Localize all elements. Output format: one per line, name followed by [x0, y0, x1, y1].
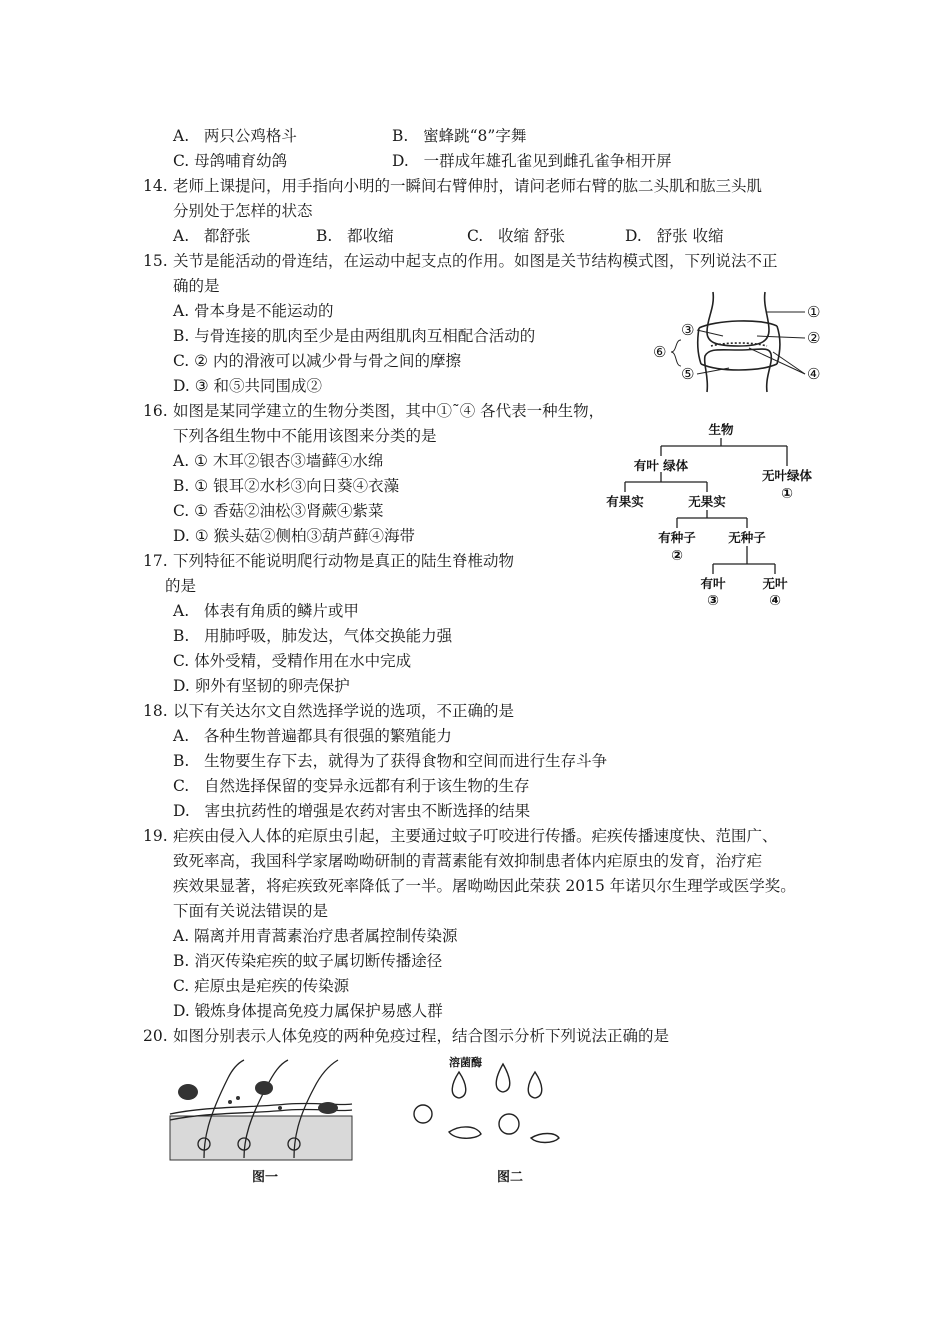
bacteria-2 — [499, 1114, 519, 1134]
lysed-bacteria-1 — [449, 1127, 481, 1138]
q15-number: 15. — [143, 252, 168, 270]
tree-without-fruit: 无果实 — [688, 494, 726, 509]
q15-option-d: D. ③ 和⑤共同围成② — [173, 377, 323, 395]
q19-stem-line3: 疾效果显著，将疟疾致死率降低了一半。屠呦呦因此荣获 2015 年诺贝尔生理学或医学奖。 — [173, 877, 796, 895]
figure-2-caption: 图二 — [497, 1170, 524, 1185]
q16-option-b: B. ① 银耳②水杉③向日葵④衣藻 — [173, 477, 400, 495]
immune-figure-2 — [405, 1054, 585, 1150]
tree-root: 生物 — [708, 422, 734, 437]
tree-num-1: ① — [781, 486, 793, 502]
q17-stem-line1: 下列特征不能说明爬行动物是真正的陆生脊椎动物 — [173, 552, 515, 570]
upper-bone-outline — [707, 292, 769, 346]
q15-option-b: B. 与骨连接的肌肉至少是由两组肌肉互相配合活动的 — [173, 327, 536, 345]
q16-number: 16. — [143, 402, 168, 420]
q18-stem: 以下有关达尔文自然选择学说的选项，不正确的是 — [173, 702, 515, 720]
lysozyme-drop-1 — [452, 1072, 466, 1098]
joint-capsule-right — [777, 326, 780, 364]
joint-label-5: ⑤ — [681, 365, 695, 383]
q19-number: 19. — [143, 827, 168, 845]
lysozyme-label: 溶菌酶 — [449, 1056, 482, 1069]
q15-option-a: A. 骨本身是不能运动的 — [173, 302, 334, 320]
q15-stem-line1: 关节是能活动的骨连结，在运动中起支点的作用。如图是关节结构模式图，下列说法不正 — [173, 252, 778, 270]
germ-3 — [318, 1102, 338, 1114]
lysozyme-drop-3 — [528, 1072, 542, 1098]
q17-stem-line2: 的是 — [165, 577, 197, 595]
tree-with-fruit: 有果实 — [606, 494, 644, 509]
q17-option-d: D. 卵外有坚韧的卵壳保护 — [173, 677, 350, 695]
joint-capsule-left — [698, 328, 701, 364]
q16-option-d: D. ① 猴头菇②侧柏③葫芦藓④海带 — [173, 527, 416, 545]
tree-with-leaf: 有叶 — [700, 576, 726, 591]
joint-label-2: ② — [807, 329, 821, 347]
tree-without-seed: 无种子 — [728, 530, 766, 545]
q20-number: 20. — [143, 1027, 168, 1045]
q17-number: 17. — [143, 552, 168, 570]
joint-capsule-top — [699, 321, 777, 328]
tree-with-seed: 有种子 — [658, 530, 696, 545]
q19-stem-line1: 疟疾由侵入人体的疟原虫引起，主要通过蚊子叮咬进行传播。疟疾传播速度快、范围广、 — [173, 827, 778, 845]
q14-stem-line2: 分别处于怎样的状态 — [173, 202, 313, 220]
q19-stem-line2: 致死率高，我国科学家屠呦呦研制的青蒿素能有效抑制患者体内疟原虫的发育，治疗疟 — [173, 852, 763, 870]
bacteria-1 — [414, 1105, 432, 1123]
skin-layer — [170, 1116, 352, 1160]
tree-num-2: ② — [671, 548, 683, 564]
q17-option-c: C. 体外受精，受精作用在水中完成 — [173, 652, 412, 670]
q13-option-a: A. 两只公鸡格斗 — [173, 127, 297, 145]
joint-capsule-bottom — [701, 364, 777, 370]
q17-option-b: B. 用肺呼吸，肺发达，气体交换能力强 — [173, 627, 453, 645]
q16-option-a: A. ① 木耳②银杏③墙藓④水绵 — [173, 452, 384, 470]
q13-option-b: B. 蜜蜂跳“8”字舞 — [392, 127, 527, 145]
q18-number: 18. — [143, 702, 168, 720]
joint-structure-diagram — [645, 288, 835, 398]
q16-option-c: C. ① 香菇②油松③肾蕨④紫菜 — [173, 502, 384, 520]
q19-option-b: B. 消灭传染疟疾的蚊子属切断传播途径 — [173, 952, 443, 970]
q14-option-c: C. 收缩 舒张 — [467, 227, 565, 245]
q16-stem-line2: 下列各组生物中不能用该图来分类的是 — [173, 427, 437, 445]
q15-option-c: C. ② 内的滑液可以减少骨与骨之间的摩擦 — [173, 352, 461, 370]
q19-stem-line4: 下面有关说法错误的是 — [173, 902, 329, 920]
q14-option-b: B. 都收缩 — [316, 227, 394, 245]
q19-option-c: C. 疟原虫是疟疾的传染源 — [173, 977, 350, 995]
joint-label-4: ④ — [807, 365, 821, 383]
tree-with-chlorophyll: 有叶 绿体 — [633, 458, 689, 473]
q13-option-c: C. 母鸽哺育幼鸽 — [173, 152, 288, 170]
q18-option-d: D. 害虫抗药性的增强是农药对害虫不断选择的结果 — [173, 802, 531, 820]
joint-label-6: ⑥ — [653, 343, 667, 361]
q18-option-a: A. 各种生物普遍都具有很强的繁殖能力 — [173, 727, 452, 745]
lysozyme-drop-2 — [496, 1064, 510, 1092]
lysed-bacteria-2 — [531, 1134, 559, 1143]
q19-option-d: D. 锻炼身体提高免疫力属保护易感人群 — [173, 1002, 443, 1020]
q17-option-a: A. 体表有角质的鳞片或甲 — [173, 602, 359, 620]
classification-tree-diagram — [595, 418, 835, 610]
tree-without-leaf: 无叶 — [762, 576, 788, 591]
tree-num-3: ③ — [707, 593, 719, 609]
germ-2 — [255, 1081, 273, 1095]
q15-stem-line2: 确的是 — [173, 277, 220, 295]
q14-stem-line1: 老师上课提问，用手指向小明的一瞬间右臂伸肘，请问老师右臂的肱二头肌和肱三头肌 — [173, 177, 763, 195]
q13-option-d: D. 一群成年雄孔雀见到雌孔雀争相开屏 — [392, 152, 672, 170]
q18-option-b: B. 生物要生存下去，就得为了获得食物和空间而进行生存斗争 — [173, 752, 608, 770]
q18-option-c: C. 自然选择保留的变异永远都有利于该生物的生存 — [173, 777, 530, 795]
immune-figure-1 — [168, 1058, 354, 1162]
germ-1 — [178, 1084, 198, 1100]
joint-label-3: ③ — [681, 321, 695, 339]
tree-without-chlorophyll: 无叶绿体 — [761, 468, 813, 483]
q14-number: 14. — [143, 177, 168, 195]
joint-label-1: ① — [807, 303, 821, 321]
q16-stem-line1: 如图是某同学建立的生物分类图，其中①˜④ 各代表一种生物， — [173, 402, 605, 420]
figure-1-caption: 图一 — [252, 1170, 279, 1185]
q20-stem: 如图分别表示人体免疫的两种免疫过程，结合图示分析下列说法正确的是 — [173, 1027, 670, 1045]
q19-option-a: A. 隔离并用青蒿素治疗患者属控制传染源 — [173, 927, 458, 945]
q14-option-d: D. 舒张 收缩 — [625, 227, 724, 245]
tree-num-4: ④ — [769, 593, 781, 609]
q14-option-a: A. 都舒张 — [173, 227, 251, 245]
